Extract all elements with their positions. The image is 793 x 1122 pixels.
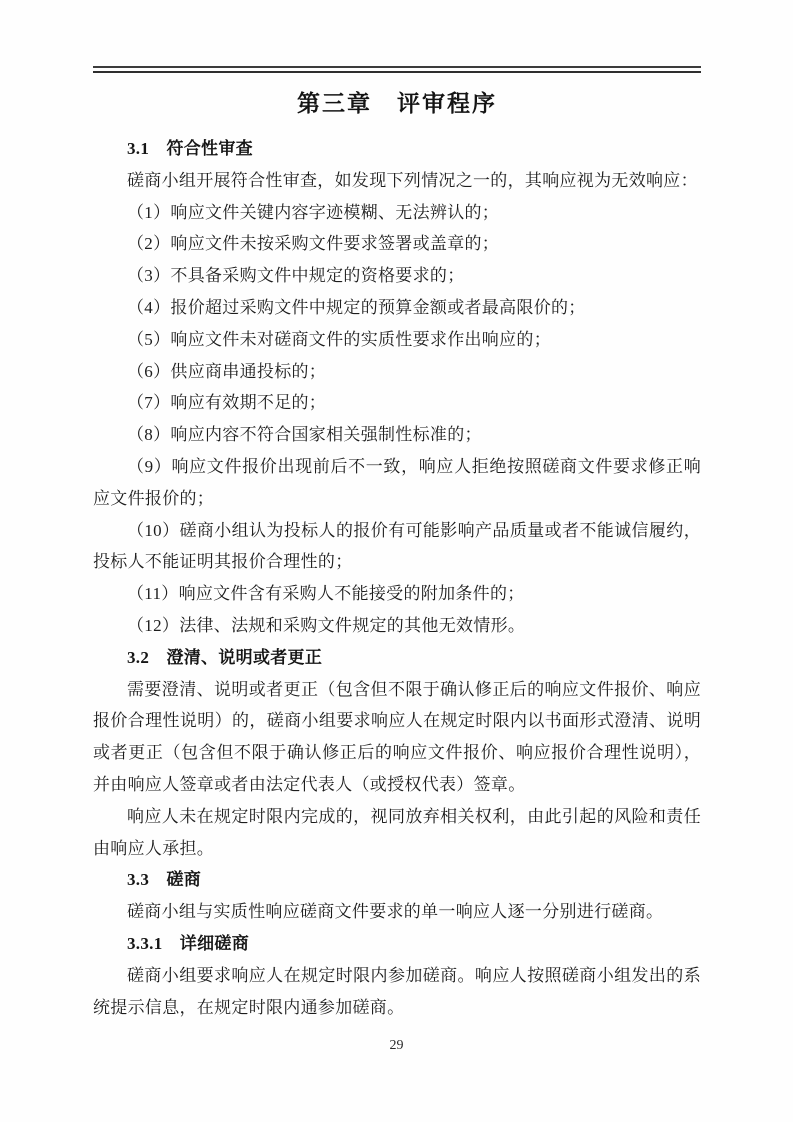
list-item: （2）响应文件未按采购文件要求签署或盖章的；: [127, 234, 500, 254]
page-number: 29: [389, 1038, 404, 1053]
list-item: （6）供应商串通投标的；: [127, 361, 327, 381]
section-heading-3-3: 3.3 磋商: [127, 870, 202, 890]
list-item: （5）响应文件未对磋商文件的实质性要求作出响应的；: [127, 329, 551, 349]
header-rule: [93, 66, 701, 73]
chapter-title: 第三章 评审程序: [297, 91, 497, 116]
section-heading-3-2: 3.2 澄清、说明或者更正: [127, 647, 323, 667]
section-heading-3-3-1: 3.3.1 详细磋商: [127, 933, 249, 953]
list-item: （3）不具备采购文件中规定的资格要求的；: [127, 266, 465, 286]
list-item: （10）磋商小组认为投标人的报价有可能影响产品质量或者不能诚信履约，投标人不能证明其报价合理性的；: [93, 520, 701, 572]
section-heading-3-1: 3.1 符合性审查: [127, 139, 253, 158]
list-item: （9）响应文件报价出现前后不一致，响应人拒绝按照磋商文件要求修正响应文件报价的；: [93, 456, 701, 508]
page-content: [93, 66, 701, 1023]
list-item: （1）响应文件关键内容字迹模糊、无法辨认的；: [127, 202, 500, 222]
paragraph-invalid-response-intro: 磋商小组开展符合性审查，如发现下列情况之一的，其响应视为无效响应：: [127, 170, 698, 190]
list-item: （11）响应文件含有采购人不能接受的附加条件的；: [127, 584, 525, 604]
list-item: （8）响应内容不符合国家相关强制性标准的；: [127, 425, 482, 445]
list-item: （4）报价超过采购文件中规定的预算金额或者最高限价的；: [127, 297, 586, 317]
list-item: （12）法律、法规和采购文件规定的其他无效情形。: [127, 615, 526, 635]
list-item: （7）响应有效期不足的；: [127, 393, 327, 413]
paragraph-clarification-procedure: 需要澄清、说明或者更正（包含但不限于确认修正后的响应文件报价、响应报价合理性说明）的，磋商小组要求响应人在规定时限内以书面形式澄清、说明或者更正（包含但不限于确认修正后的响应文件报价、响应报价合理性说明），并由响应人签章或者由法定代表人（或授权代表）签章。: [93, 679, 701, 794]
paragraph-negotiation-intro: 磋商小组与实质性响应磋商文件要求的单一响应人逐一分别进行磋商。: [127, 902, 664, 922]
paragraph-detailed-negotiation: 磋商小组要求响应人在规定时限内参加磋商。响应人按照磋商小组发出的系统提示信息，在规定时限内通参加磋商。: [93, 965, 701, 1017]
paragraph-clarification-forfeit: 响应人未在规定时限内完成的，视同放弃相关权利，由此引起的风险和责任由响应人承担。: [93, 806, 701, 858]
